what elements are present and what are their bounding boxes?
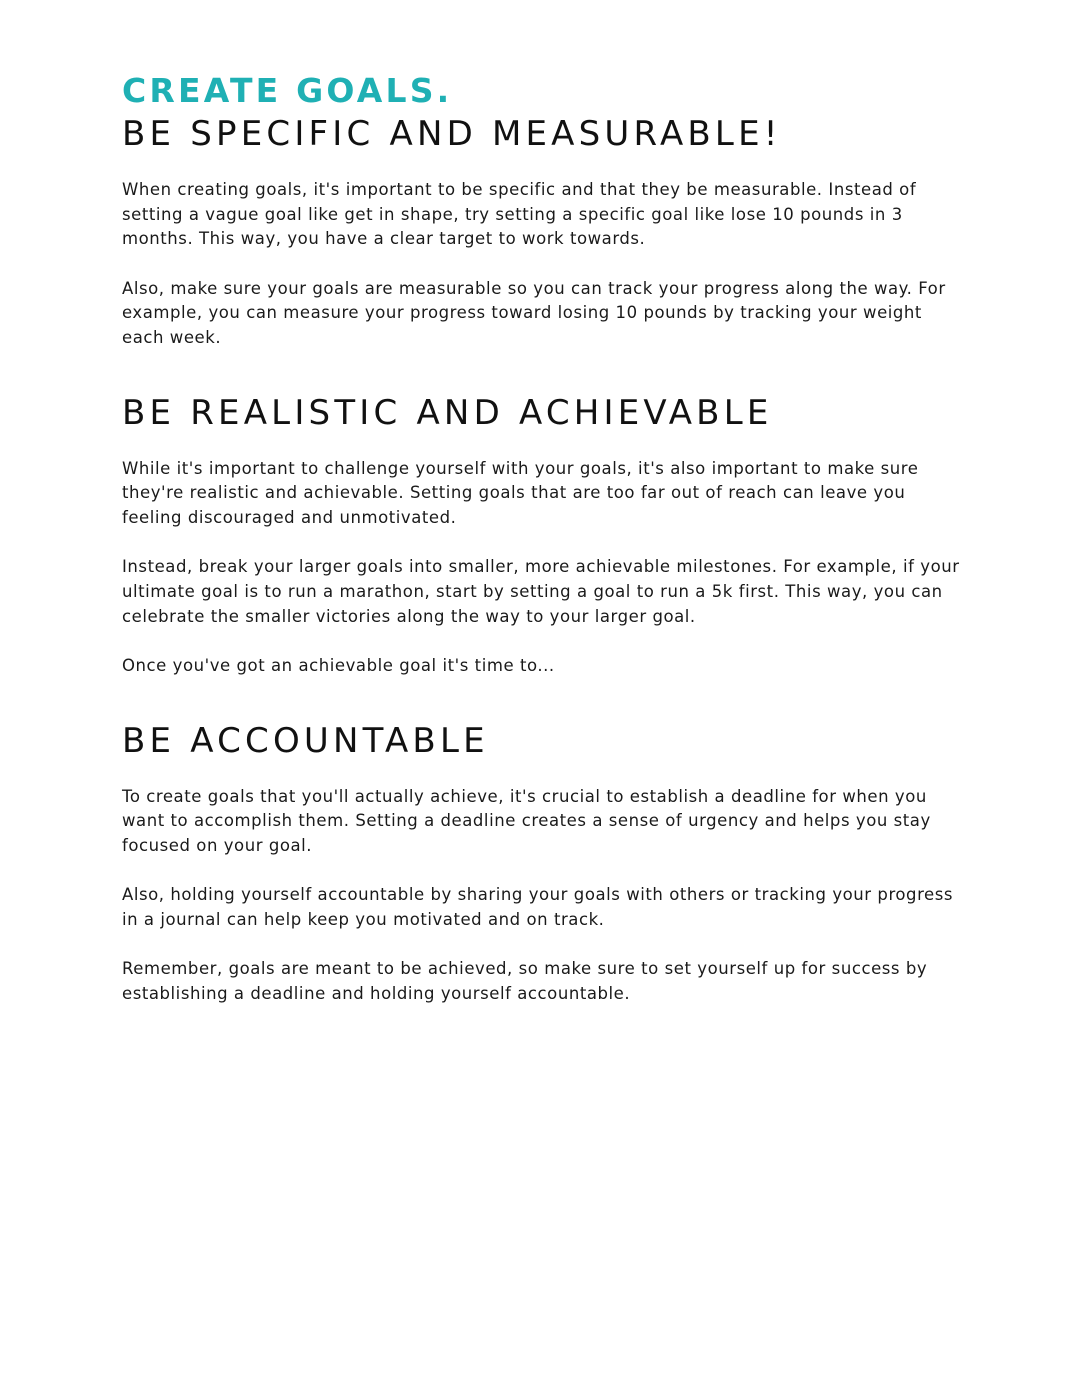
paragraph: Once you've got an achievable goal it's time to...: [122, 655, 555, 675]
paragraph: To create goals that you'll actually achieve, it's crucial to establish a deadline for when you want to accomplish them. Setting a deadline creates a sense of urgency and helps you stay focused on your goal.: [122, 786, 931, 856]
section-heading: BE SPECIFIC AND MEASURABLE!: [122, 114, 782, 154]
kicker-title: CREATE GOALS.: [122, 71, 453, 110]
section-heading: BE REALISTIC AND ACHIEVABLE: [122, 392, 773, 433]
document-page: [122, 70, 962, 1007]
paragraph: When creating goals, it's important to be specific and that they be measurable. Instead of setting a vague goal like get in shape, try setting a specific goal like lose 10 pounds in 3 months. This way, you have a clear target to work towards.: [122, 180, 917, 249]
section-accountable: [122, 719, 962, 1007]
section-realistic-achievable: [122, 391, 962, 679]
paragraph: Also, holding yourself accountable by sharing your goals with others or tracking your progress in a journal can help keep you motivated and on track.: [122, 885, 954, 929]
section-heading: BE ACCOUNTABLE: [122, 720, 489, 761]
section-specific-measurable: [122, 112, 962, 351]
paragraph: Instead, break your larger goals into smaller, more achievable milestones. For example, if your ultimate goal is to run a marathon, start by setting a goal to run a 5k first. This way, you can celebrate the smaller victories along the way to your larger goal.: [122, 557, 960, 626]
paragraph: Also, make sure your goals are measurable so you can track your progress along the way. For example, you can measure your progress toward losing 10 pounds by tracking your weight each week.: [122, 278, 946, 348]
paragraph: While it's important to challenge yourself with your goals, it's also important to make sure they're realistic and achievable. Setting goals that are too far out of reach can leave you feeling discouraged and unmotivated.: [122, 458, 919, 528]
paragraph: Remember, goals are meant to be achieved, so make sure to set yourself up for success by establishing a deadline and holding yourself accountable.: [122, 959, 928, 1003]
